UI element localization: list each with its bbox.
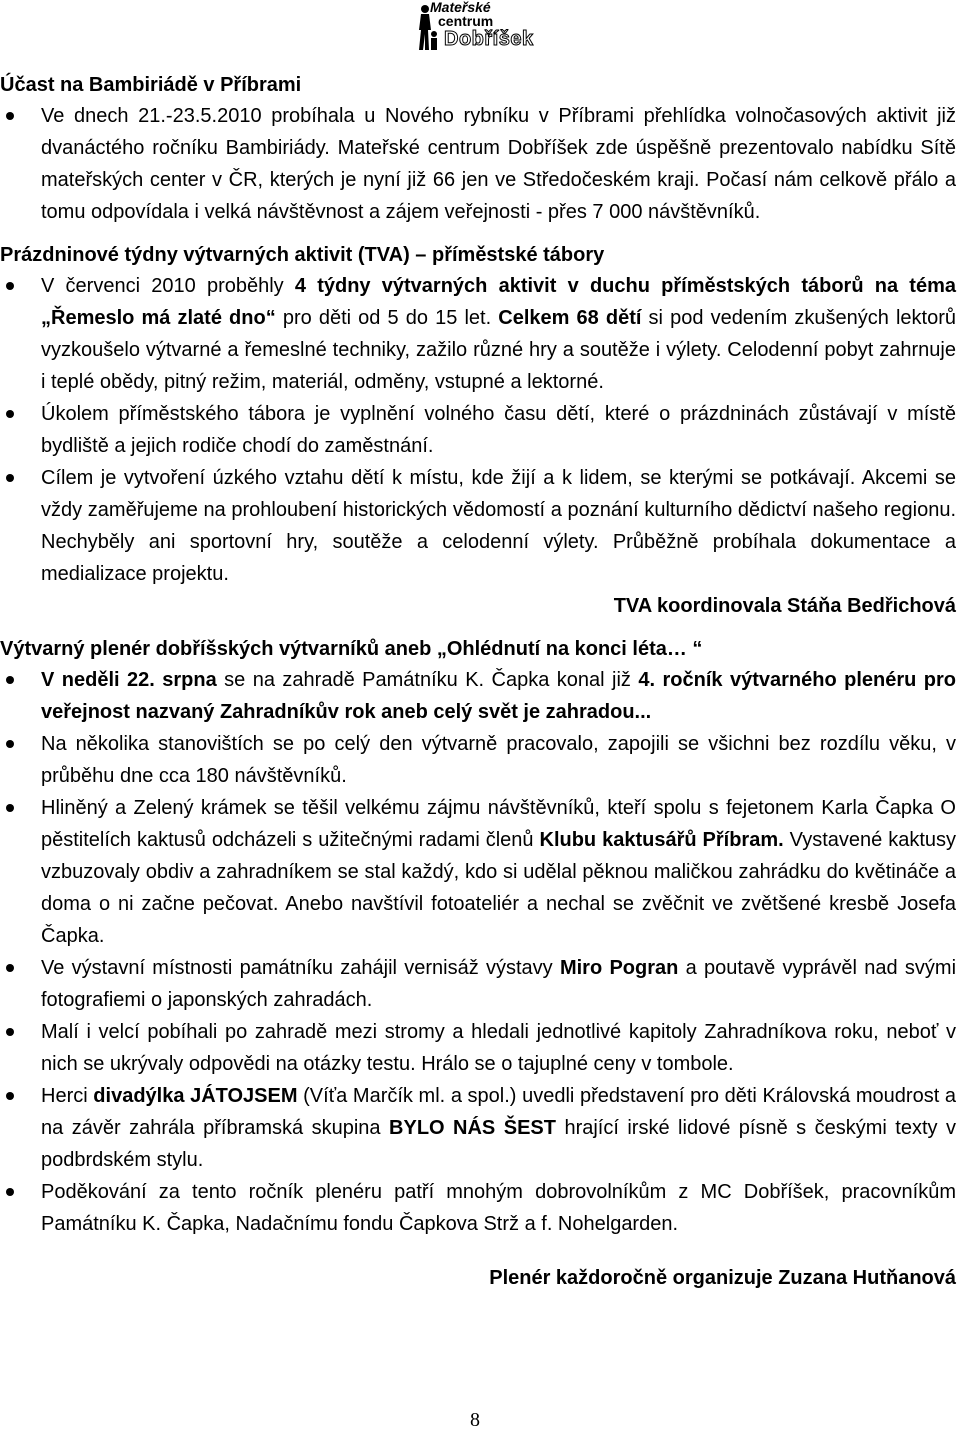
text-run: Vystavené kaktusy vzbuzovaly obdiv a zahradníkem se stal každý, kdo si udělal pěknou maličkou zahrádku do květináče a doma o ni začne pečovat. Anebo navštívil fotoateliér a nechal se zvěčnit ve zvětšené kresbě Josefa Čapka. <box>41 829 957 947</box>
text-run: (Víťa Marčík ml. a spol.) uvedli představení pro děti Královská moudrost a na závěr zahrála příbramská skupina <box>41 1085 956 1139</box>
text-run-bold: divadýlka JÁTOJSEM <box>93 1085 298 1107</box>
text-run: Na několika stanovištích se po celý den výtvarně pracovalo, zapojili se všichni bez rozdílu věku, v průběhu dne cca 180 návštěvníků. <box>41 733 956 787</box>
text-run: Úkolem příměstského tábora je vyplnění volného času dětí, které o prázdninách zůstávají v místě bydliště a jejich rodiče chodí do zaměstnání. <box>41 403 956 457</box>
text-run: V červenci 2010 proběhly <box>41 275 295 297</box>
tva-signature: TVA koordinovala Stáňa Bedřichová <box>613 595 956 617</box>
text-run: a poutavě vyprávěl nad svými fotografiemi o japonských zahradách. <box>41 957 957 1011</box>
text-run-bold: V neděli 22. srpna <box>41 669 217 691</box>
page-number: 8 <box>470 1409 480 1431</box>
text-run-bold: 4 týdny výtvarných aktivit v duchu příměstských táborů na téma „Řemeslo má zlaté dno“ <box>41 275 956 329</box>
list-item <box>0 100 956 228</box>
list-item <box>0 728 956 792</box>
text-run: Cílem je vytvoření úzkého vztahu dětí k místu, kde žijí a k lidem, se kterými se potkávají. Akcemi se vždy zaměřujeme na prohloubení historických vědomostí a poznání kulturního dědictví našeho regionu. Nechyběly ani sportovní hry, soutěže a celodenní výlety. Průběžně probíhala dokumentace a medializace projektu. <box>41 467 956 585</box>
plener-list <box>0 664 956 1240</box>
logo-text-line1: Mateřské <box>430 0 491 15</box>
text-run: Poděkování za tento ročník plenéru patří mnohým dobrovolníkům z MC Dobříšek, pracovníkům Památníku K. Čapka, Nadačnímu fondu Čapkova Strž a f. Nohelgarden. <box>41 1181 956 1235</box>
list-item <box>0 398 956 462</box>
logo <box>416 0 538 52</box>
text-run-bold: Celkem 68 dětí <box>498 307 642 329</box>
tva-list <box>0 270 956 590</box>
list-item <box>0 792 956 952</box>
list-item <box>0 952 956 1016</box>
list-item <box>0 1080 956 1176</box>
text-run-bold: BYLO NÁS ŠEST <box>389 1117 556 1139</box>
bambiriada-list <box>0 100 956 228</box>
list-item <box>0 664 956 728</box>
section-title-tva: Prázdninové týdny výtvarných aktivit (TVA) – příměstské tábory <box>0 244 605 266</box>
list-item <box>0 1016 956 1080</box>
text-run: hrající irské lidové písně s českými texty v podbrdském stylu. <box>41 1117 957 1171</box>
text-run-bold: 4. ročník výtvarného plenéru pro veřejnost nazvaný Zahradníkův rok aneb celý svět je zahradou... <box>41 669 957 723</box>
section-title-bambiriada: Účast na Bambiriádě v Příbrami <box>0 74 302 96</box>
page-content <box>0 60 956 1294</box>
text-run-bold: Klubu kaktusářů Příbram. <box>539 829 784 851</box>
paragraph-text: Ve dnech 21.-23.5.2010 probíhala u Nového rybníku v Příbrami přehlídka volnočasových aktivit již dvanáctého ročníku Bambiriády. Mateřské centrum Dobříšek zde úspěšně prezentovalo nabídku Sítě mateřských center v ČR, kterých je nyní již 66 jen ve Středočeském kraji. Počasí nám celkově přálo a tomu odpovídala i velká návštěvnost a zájem veřejnosti - přes 7 000 návštěvníků. <box>41 105 956 223</box>
plener-signature: Plenér každoročně organizuje Zuzana Hutňanová <box>489 1267 956 1289</box>
logo-text-line2: centrum <box>438 13 494 29</box>
text-run: Herci <box>41 1085 94 1107</box>
list-item <box>0 1176 956 1240</box>
section-title-plener: Výtvarný plenér dobříšských výtvarníků aneb „Ohlédnutí na konci léta… “ <box>0 638 703 660</box>
text-run: Hliněný a Zelený krámek se těšil velkému zájmu návštěvníků, kteří spolu s fejetonem Karla Čapka O pěstitelích kaktusů odcházeli s užitečnými radami členů <box>41 797 956 851</box>
text-run: pro děti od 5 do 15 let. <box>275 307 499 329</box>
logo-text-line3: Dobříšek <box>444 28 534 50</box>
list-item <box>0 462 956 590</box>
text-run: Ve výstavní místnosti památníku zahájil vernisáž výstavy <box>41 957 560 979</box>
text-run: Malí i velcí pobíhali po zahradě mezi stromy a hledali jednotlivé kapitoly Zahradníkova roku, neboť v nich se ukrývaly odpovědi na otázky testu. Hrálo se o tajuplné ceny v tombole. <box>41 1021 956 1075</box>
text-run: se na zahradě Památníku K. Čapka konal již <box>216 669 639 691</box>
text-run: si pod vedením zkušených lektorů vyzkoušelo výtvarné a řemeslné techniky, zažilo různé hry a soutěže i výlety. Celodenní pobyt zahrnuje i teplé obědy, pitný režim, materiál, odměny, vstupné a lektorné. <box>41 307 957 393</box>
text-run-bold: Miro Pogran <box>559 957 679 979</box>
list-item <box>0 270 956 398</box>
